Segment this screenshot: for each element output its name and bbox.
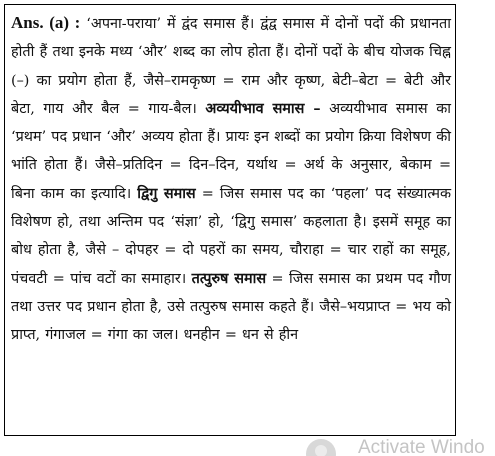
answer-segment-dvigu-text: = जिस समास पद का ‘पहला’ पद संख्यात्मक विशेषण हो, तथा अन्तिम पद ‘संज्ञा’ हो, ‘द्विगु समास’ कहलाता है। इसमें समूह का बोध होता है, जैसे – दोपहर = दो पहरों का समय, चौराहा = चार राहों का समूह, पंचवटी = पांच वटों का समाहार। (11, 185, 451, 287)
answer-segment-tatpurush-text: = जिस समास का प्रथम पद गौण तथा उत्तर पद प्रधान होता है, उसे तत्पुरुष समास कहते हैं। जैसे–भयप्राप्त = भय को प्राप्त, गंगाजल = गंगा का जल। धनहीन = धन से हीन (11, 270, 451, 344)
answer-box (4, 4, 456, 436)
activate-windows-watermark (306, 438, 485, 456)
term-avyayibhav-samas: अव्ययीभाव समास – (205, 99, 321, 117)
answer-paragraph (11, 9, 451, 350)
term-tatpurush-samas: तत्पुरुष समास (191, 269, 267, 287)
answer-label: Ans. (a) : (11, 13, 81, 32)
windows-activation-icon (306, 439, 336, 456)
watermark-text: Activate Windo (358, 438, 485, 456)
answer-segment-dvandva-text: ‘अपना-पराया’ में द्वंद समास हैं। द्वंद्व समास में दोनों पदों की प्रधानता होती हैं तथा इनके मध्य ‘और’ शब्द का लोप होता हैं। दोनों पदों के बीच योजक चिह्न (–) का प्रयोग होता हैं, जैसे–रामकृष्ण = राम और कृष्ण, बेटी–बेटा = बेटी और बेटा, गाय और बैल = गाय-बैल। (11, 16, 451, 117)
answer-segment-avyayibhav-text: अव्ययीभाव समास का ‘प्रथम’ पद प्रधान ‘और’ अव्यय होता हैं। प्रायः इन शब्दों का प्रयोग क्रिया विशेषण की भांति होता हैं। जैसे–प्रतिदिन = दिन–दिन, यर्थाथ = अर्थ के अनुसार, बेकाम = बिना काम का इत्यादि। (11, 100, 451, 202)
term-dvigu-samas: द्विगु समास (137, 184, 196, 202)
